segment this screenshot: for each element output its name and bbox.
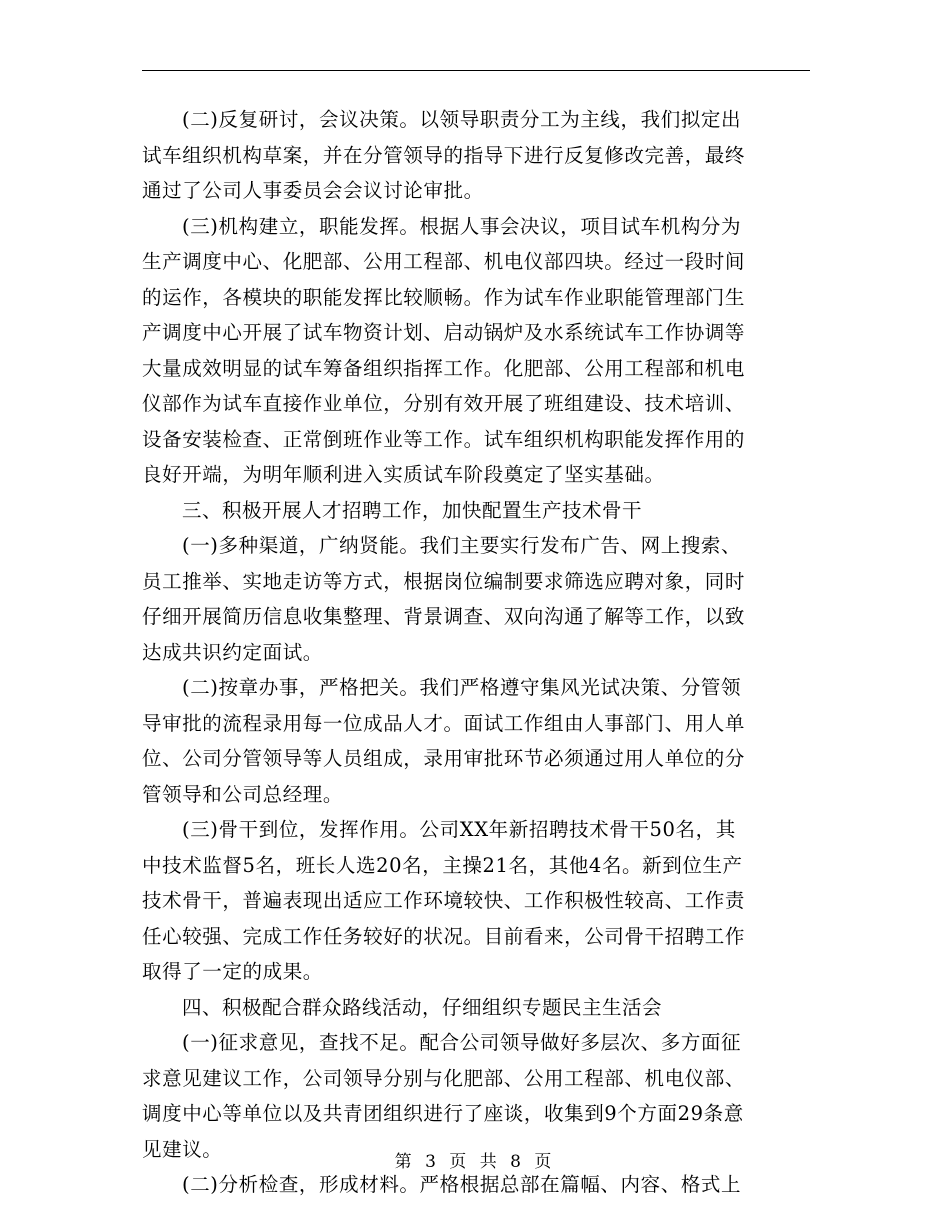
paragraph-line: 管领导和公司总经理。 [142,782,344,806]
paragraph-line: (二)反复研讨，会议决策。以领导职责分工为主线，我们拟定出 [182,108,742,131]
section-heading: 三、积极开展人才招聘工作，加快配置生产技术骨干 [182,498,643,522]
paragraph-line: 见建议。 [142,1137,223,1161]
paragraph-line: 产调度中心开展了试车物资计划、启动锅炉及水系统试车工作协调等 [142,321,746,344]
paragraph-line: 生产调度中心、化肥部、公用工程部、机电仪部四块。经过一段时间 [142,250,746,273]
paragraph-line: 设备安装检查、正常倒班作业等工作。试车组织机构职能发挥作用的 [142,427,746,451]
paragraph-line: 仪部作为试车直接作业单位，分别有效开展了班组建设、技术培训、 [142,392,746,415]
section-heading: 四、积极配合群众路线活动，仔细组织专题民主生活会 [182,995,663,1019]
paragraph-line: (二)按章办事，严格把关。我们严格遵守集风光试决策、分管领 [182,676,742,699]
paragraph-line: (三)机构建立，职能发挥。根据人事会决议，项目试车机构分为 [182,214,742,238]
paragraph-line: 位、公司分管领导等人员组成，录用审批环节必须通过用人单位的分 [142,747,746,770]
header-rule [142,70,810,71]
paragraph-line: (二)分析检查，形成材料。严格根据总部在篇幅、内容、格式上 [182,1173,742,1196]
paragraph-line: 大量成效明显的试车筹备组织指挥工作。化肥部、公用工程部和机电 [142,356,746,380]
paragraph-line: 试车组织机构草案，并在分管领导的指导下进行反复修改完善，最终 [142,143,746,167]
paragraph-line: (三)骨干到位，发挥作用。公司XX年新招聘技术骨干50名，其 [182,818,736,841]
paragraph-line: 技术骨干，普遍表现出适应工作环境较快、工作积极性较高、工作责 [142,889,746,912]
paragraph-line: 任心较强、完成工作任务较好的状况。目前看来，公司骨干招聘工作 [142,924,746,948]
paragraph-line: 的运作，各模块的职能发挥比较顺畅。作为试车作业职能管理部门生 [142,285,746,309]
paragraph-line: 良好开端，为明年顺利进入实质试车阶段奠定了坚实基础。 [142,463,665,486]
paragraph-line: 员工推举、实地走访等方式，根据岗位编制要求筛选应聘对象，同时 [142,569,746,593]
paragraph-line: 仔细开展简历信息收集整理、背景调查、双向沟通了解等工作，以致 [142,605,746,628]
paragraph-line: 中技术监督5名，班长人选20名，主操21名，其他4名。新到位生产 [142,853,743,877]
paragraph-line: 调度中心等单位以及共青团组织进行了座谈，收集到9个方面29条意 [142,1102,744,1125]
page-number-footer: 第 3 页 共 8 页 [394,1152,556,1172]
paragraph-line: (一)多种渠道，广纳贤能。我们主要实行发布广告、网上搜索、 [182,534,742,557]
paragraph-line: 取得了一定的成果。 [142,960,323,983]
paragraph-line: 通过了公司人事委员会会议讨论审批。 [142,179,484,202]
paragraph-line: 求意见建议工作，公司领导分别与化肥部、公用工程部、机电仪部、 [142,1066,746,1090]
paragraph-line: 达成共识约定面试。 [142,640,323,664]
paragraph-line: 导审批的流程录用每一位成品人才。面试工作组由人事部门、用人单 [142,711,746,735]
document-body [142,102,810,1203]
paragraph-line: (一)征求意见，查找不足。配合公司领导做好多层次、多方面征 [182,1031,742,1054]
